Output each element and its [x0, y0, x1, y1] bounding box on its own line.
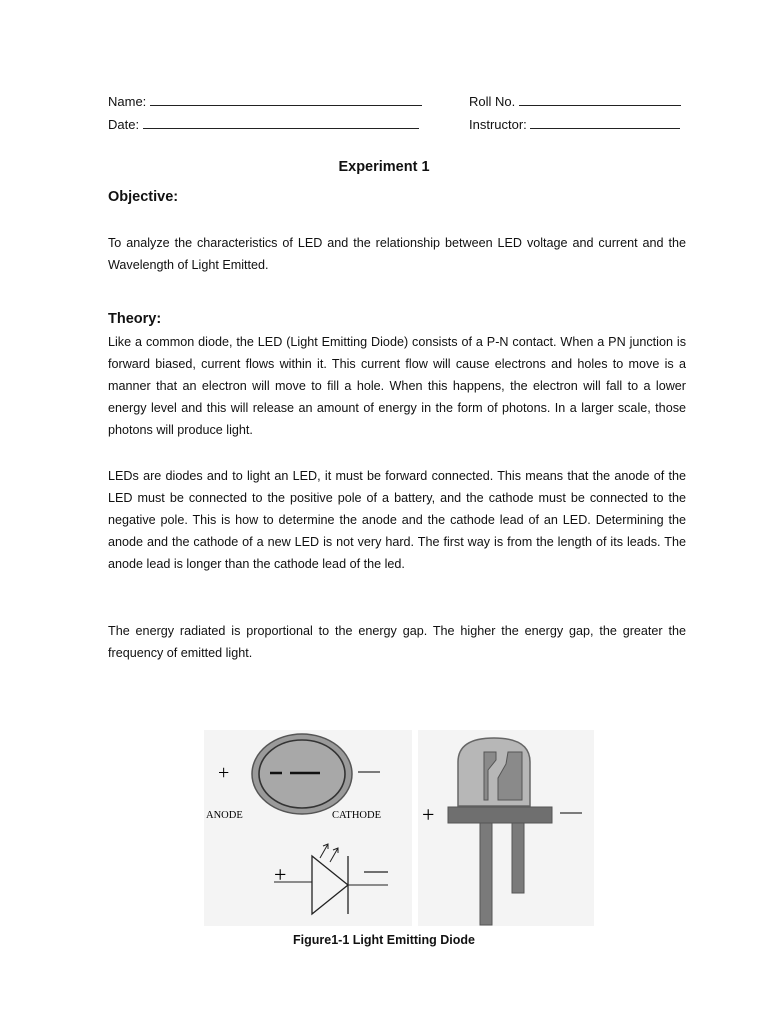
theory-paragraph-1: Like a common diode, the LED (Light Emitting Diode) consists of a P-N contact. When a PN junction is forward biased, current flows within it. This current flow will cause electrons and holes to move is a manner that an electron will move to fill a hole. When this happens, the electron will fall to a lower energy level and this will release an amount of energy in the form of photons. In a larger scale, those photons will produce light. — [108, 335, 686, 437]
cathode-lead — [512, 823, 524, 893]
objective-text: To analyze the characteristics of LED and the relationship between LED voltage and current and the Wavelength of Light Emitted. — [108, 236, 686, 272]
instructor-label: Instructor: — [469, 117, 527, 132]
name-label: Name: — [108, 94, 147, 109]
theory-paragraph-3: The energy radiated is proportional to the energy gap. The higher the energy gap, the greater the frequency of emitted light. — [108, 624, 686, 660]
led-diagram-right — [418, 730, 594, 926]
theory-paragraph-2: LEDs are diodes and to light an LED, it must be forward connected. This means that the anode of the LED must be connected to the positive pole of a battery, and the cathode must be connected to the negative pole. This is how to determine the anode and the cathode lead of an LED. Determining the anode and the cathode of a new LED is not very hard. The first way is from the length of its leads. The anode lead is longer than the cathode lead of the led. — [108, 469, 686, 571]
experiment-title: Experiment 1 — [338, 159, 430, 175]
roll-blank — [519, 93, 681, 106]
cathode-label: CATHODE — [332, 810, 381, 821]
led-flange — [448, 807, 552, 823]
side-plus-sign: + — [422, 802, 435, 827]
date-field[interactable] — [108, 116, 419, 132]
figure-caption: Figure1-1 Light Emitting Diode — [293, 933, 475, 947]
theory-heading: Theory: — [108, 311, 162, 327]
date-blank — [143, 116, 419, 129]
name-field[interactable] — [108, 93, 422, 109]
symbol-plus-sign: + — [274, 862, 287, 887]
instructor-blank — [530, 116, 680, 129]
objective-heading: Objective: — [108, 189, 179, 205]
name-blank — [150, 93, 422, 106]
led-side-view-panel — [418, 730, 594, 926]
instructor-field[interactable] — [469, 116, 680, 132]
led-top-view-panel — [204, 730, 412, 926]
roll-field[interactable] — [469, 93, 681, 109]
roll-label: Roll No. — [469, 94, 516, 109]
diode-triangle — [312, 856, 348, 914]
anode-lead — [480, 823, 492, 925]
anode-label: ANODE — [206, 810, 243, 821]
date-label: Date: — [108, 117, 140, 132]
anode-plus-sign: + — [218, 762, 230, 784]
led-diagram-left — [204, 730, 412, 926]
